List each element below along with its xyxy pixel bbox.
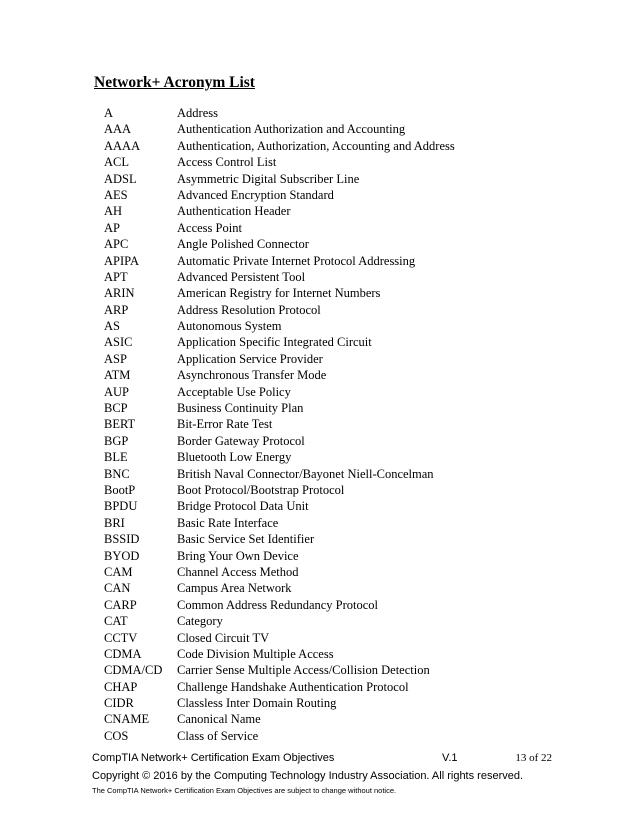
- acronym-term: AUP: [104, 384, 130, 399]
- acronym-row: [104, 236, 584, 252]
- acronym-definition: Channel Access Method: [177, 564, 299, 579]
- acronym-row: [104, 400, 584, 416]
- acronym-definition: American Registry for Internet Numbers: [177, 286, 381, 301]
- acronym-row: [104, 728, 584, 744]
- acronym-term: AP: [104, 220, 120, 235]
- acronym-row: [104, 351, 584, 367]
- acronym-row: [104, 548, 584, 564]
- acronym-term: BRI: [104, 515, 125, 530]
- acronym-term: AS: [104, 319, 120, 334]
- acronym-term: COS: [104, 728, 129, 743]
- acronym-definition: Basic Service Set Identifier: [177, 532, 315, 547]
- acronym-term: BPDU: [104, 499, 138, 514]
- acronym-definition: Application Specific Integrated Circuit: [177, 335, 372, 350]
- acronym-row: [104, 515, 584, 531]
- page-footer: [92, 752, 552, 797]
- footer-line-1: [92, 752, 552, 767]
- acronym-definition: Authentication Header: [177, 204, 291, 219]
- acronym-definition: Autonomous System: [177, 319, 282, 334]
- acronym-definition: Advanced Persistent Tool: [177, 269, 306, 284]
- acronym-term: CIDR: [104, 696, 134, 711]
- acronym-row: [104, 498, 584, 514]
- acronym-definition: Border Gateway Protocol: [177, 433, 305, 448]
- footer-page-number: 13 of 22: [515, 752, 552, 764]
- acronym-row: [104, 203, 584, 219]
- acronym-definition: Closed Circuit TV: [177, 630, 270, 645]
- acronym-definition: Angle Polished Connector: [177, 237, 309, 252]
- acronym-term: CARP: [104, 597, 137, 612]
- acronym-definition: Asynchronous Transfer Mode: [177, 368, 327, 383]
- acronym-term: BootP: [104, 482, 136, 497]
- footer-notice: The CompTIA Network+ Certification Exam Objectives are subject to change without notice.: [92, 786, 397, 795]
- acronym-definition: Boot Protocol/Bootstrap Protocol: [177, 482, 345, 497]
- acronym-term: ASIC: [104, 335, 133, 350]
- acronym-definition: Challenge Handshake Authentication Protocol: [177, 679, 409, 694]
- acronym-row: [104, 416, 584, 432]
- acronym-term: BYOD: [104, 548, 140, 563]
- acronym-term: AAAA: [104, 138, 141, 153]
- acronym-row: [104, 154, 584, 170]
- page-title: Network+ Acronym List: [94, 74, 255, 91]
- acronym-definition: Access Point: [177, 220, 242, 235]
- acronym-definition: Code Division Multiple Access: [177, 646, 334, 661]
- acronym-term: CAT: [104, 614, 128, 629]
- acronym-term: BGP: [104, 433, 129, 448]
- acronym-definition: Address: [177, 106, 218, 120]
- acronym-row: [104, 711, 584, 727]
- acronym-term: CHAP: [104, 679, 138, 694]
- acronym-definition: Authentication Authorization and Accounting: [177, 122, 406, 137]
- acronym-row: [104, 531, 584, 547]
- acronym-definition: Carrier Sense Multiple Access/Collision Detection: [177, 663, 430, 678]
- acronym-row: [104, 630, 584, 646]
- acronym-definition: Bluetooth Low Energy: [177, 450, 292, 465]
- acronym-row: [104, 433, 584, 449]
- acronym-definition: Basic Rate Interface: [177, 515, 279, 530]
- acronym-term: APT: [104, 269, 128, 284]
- acronym-term: AH: [104, 204, 123, 219]
- acronym-row: [104, 662, 584, 678]
- acronym-row: [104, 679, 584, 695]
- acronym-row: [104, 466, 584, 482]
- acronym-term: APIPA: [104, 253, 139, 268]
- acronym-term: ATM: [104, 368, 131, 383]
- acronym-term: CAM: [104, 564, 133, 579]
- acronym-definition: Advanced Encryption Standard: [177, 187, 334, 202]
- acronym-term: APC: [104, 237, 129, 252]
- acronym-term: CAN: [104, 581, 131, 596]
- acronym-term: AAA: [104, 122, 132, 137]
- acronym-row: [104, 105, 584, 121]
- acronym-term: BSSID: [104, 532, 140, 547]
- acronym-row: [104, 613, 584, 629]
- acronym-definition: British Naval Connector/Bayonet Niell-Concelman: [177, 466, 434, 481]
- acronym-row: [104, 646, 584, 662]
- footer-copyright: Copyright © 2016 by the Computing Technology Industry Association. All rights reserved.: [92, 770, 524, 782]
- acronym-definition: Campus Area Network: [177, 581, 292, 596]
- acronym-definition: Authentication, Authorization, Accounting and Address: [177, 138, 455, 153]
- acronym-term: ARIN: [104, 286, 135, 301]
- acronym-row: [104, 449, 584, 465]
- acronym-term: BNC: [104, 466, 130, 481]
- acronym-definition: Common Address Redundancy Protocol: [177, 597, 379, 612]
- acronym-term: A: [104, 106, 114, 120]
- acronym-row: [104, 597, 584, 613]
- acronym-definition: Category: [177, 614, 223, 629]
- acronym-row: [104, 334, 584, 350]
- acronym-row: [104, 384, 584, 400]
- acronym-row: [104, 695, 584, 711]
- acronym-definition: Bring Your Own Device: [177, 548, 299, 563]
- footer-version: V.1: [442, 752, 458, 764]
- acronym-row: [104, 121, 584, 137]
- acronym-definition: Bridge Protocol Data Unit: [177, 499, 309, 514]
- acronym-term: AES: [104, 187, 128, 202]
- acronym-term: CDMA/CD: [104, 663, 163, 678]
- acronym-term: CDMA: [104, 646, 142, 661]
- acronym-definition: Address Resolution Protocol: [177, 302, 321, 317]
- acronym-term: ARP: [104, 302, 129, 317]
- acronym-term: ADSL: [104, 171, 137, 186]
- acronym-row: [104, 580, 584, 596]
- acronym-definition: Classless Inter Domain Routing: [177, 696, 337, 711]
- acronym-row: [104, 269, 584, 285]
- footer-exam-title: CompTIA Network+ Certification Exam Objectives: [92, 752, 335, 764]
- acronym-row: [104, 564, 584, 580]
- acronym-row: [104, 138, 584, 154]
- acronym-term: CCTV: [104, 630, 138, 645]
- acronym-row: [104, 187, 584, 203]
- acronym-definition: Class of Service: [177, 728, 259, 743]
- acronym-term: ACL: [104, 155, 129, 170]
- acronym-definition: Asymmetric Digital Subscriber Line: [177, 171, 360, 186]
- acronym-definition: Bit-Error Rate Test: [177, 417, 273, 432]
- acronym-term: ASP: [104, 351, 127, 366]
- acronym-list: [104, 105, 584, 744]
- acronym-row: [104, 285, 584, 301]
- acronym-definition: Application Service Provider: [177, 351, 323, 366]
- acronym-term: CNAME: [104, 712, 150, 727]
- acronym-definition: Automatic Private Internet Protocol Addressing: [177, 253, 416, 268]
- acronym-term: BLE: [104, 450, 128, 465]
- acronym-row: [104, 302, 584, 318]
- acronym-row: [104, 318, 584, 334]
- acronym-definition: Canonical Name: [177, 712, 261, 727]
- acronym-term: BCP: [104, 401, 128, 416]
- acronym-row: [104, 220, 584, 236]
- acronym-row: [104, 482, 584, 498]
- acronym-row: [104, 171, 584, 187]
- acronym-row: [104, 253, 584, 269]
- acronym-definition: Business Continuity Plan: [177, 401, 304, 416]
- acronym-definition: Access Control List: [177, 155, 277, 170]
- acronym-definition: Acceptable Use Policy: [177, 384, 291, 399]
- acronym-row: [104, 367, 584, 383]
- acronym-term: BERT: [104, 417, 136, 432]
